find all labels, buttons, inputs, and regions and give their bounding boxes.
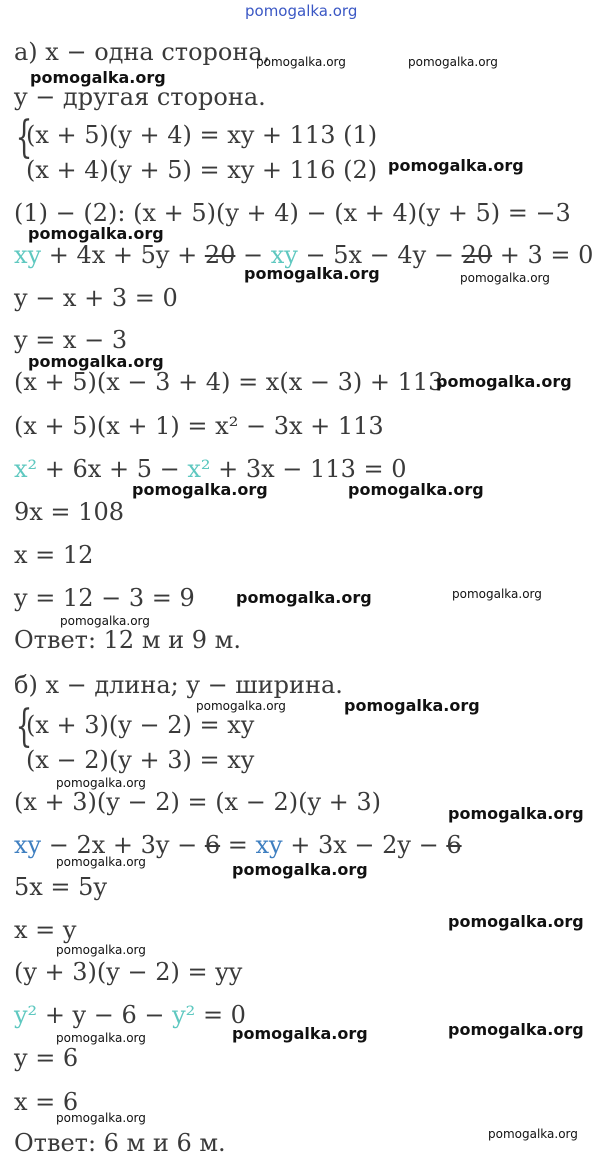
expr-part: − 2x + 3y − xyxy=(41,831,205,859)
cancelled-term: y² xyxy=(172,1001,196,1029)
watermark: pomogalka.org xyxy=(28,352,164,371)
part-a-line-10: 9x = 108 xyxy=(14,498,124,526)
cancelled-term: xy xyxy=(270,241,298,269)
part-a-system-eq2: (x + 4)(y + 5) = xy + 116 (2) xyxy=(26,156,378,184)
cancelled-term: xy xyxy=(14,831,42,859)
part-a-answer: Ответ: 12 м и 9 м. xyxy=(14,626,241,654)
watermark: pomogalka.org xyxy=(56,1031,146,1045)
watermark: pomogalka.org xyxy=(236,588,372,607)
part-a-line-12: y = 12 − 3 = 9 xyxy=(14,584,195,612)
expr-part: + 3x − 2y − xyxy=(282,831,447,859)
cancelled-term: 20 xyxy=(461,241,493,269)
part-b-line-1: б) x − длина; y − ширина. xyxy=(14,671,343,699)
part-a-line-2: y − другая сторона. xyxy=(14,83,266,111)
cancelled-term: xy xyxy=(255,831,283,859)
expr-part: = xyxy=(220,831,256,859)
watermark: pomogalka.org xyxy=(56,776,146,790)
cancelled-term: 20 xyxy=(204,241,236,269)
watermark: pomogalka.org xyxy=(448,912,584,931)
part-a-line-5: y − x + 3 = 0 xyxy=(14,284,178,312)
part-b-system-eq1: (x + 3)(y − 2) = xy xyxy=(26,711,255,739)
part-a-line-6: y = x − 3 xyxy=(14,326,128,354)
watermark: pomogalka.org xyxy=(60,614,150,628)
system-brace-a: { xyxy=(15,112,33,163)
watermark: pomogalka.org xyxy=(408,55,498,69)
expr-part: + 6x + 5 − xyxy=(37,455,188,483)
part-b-system-eq2: (x − 2)(y + 3) = xy xyxy=(26,746,255,774)
cancelled-term: y² xyxy=(14,1001,38,1029)
cancelled-term: 6 xyxy=(204,831,221,859)
part-a-system-eq1: (x + 5)(y + 4) = xy + 113 (1) xyxy=(26,121,378,149)
watermark: pomogalka.org xyxy=(488,1127,578,1141)
watermark: pomogalka.org xyxy=(56,855,146,869)
watermark: pomogalka.org xyxy=(196,699,286,713)
watermark: pomogalka.org xyxy=(30,68,166,87)
watermark: pomogalka.org xyxy=(448,1020,584,1039)
watermark: pomogalka.org xyxy=(448,804,584,823)
part-b-line-9: x = 6 xyxy=(14,1088,79,1116)
watermark: pomogalka.org xyxy=(28,224,164,243)
expr-part: + 4x + 5y + xyxy=(41,241,205,269)
watermark-top: pomogalka.org xyxy=(245,2,358,20)
watermark: pomogalka.org xyxy=(452,587,542,601)
cancelled-term: x² xyxy=(187,455,211,483)
watermark: pomogalka.org xyxy=(344,696,480,715)
expr-part: + 3 = 0 xyxy=(492,241,594,269)
part-a-line-1: а) x − одна сторона, xyxy=(14,38,271,66)
watermark: pomogalka.org xyxy=(436,372,572,391)
watermark: pomogalka.org xyxy=(56,1111,146,1125)
part-b-line-6: (y + 3)(y − 2) = yy xyxy=(14,958,243,986)
part-b-line-2: (x + 3)(y − 2) = (x − 2)(y + 3) xyxy=(14,788,382,816)
part-b-line-8: y = 6 xyxy=(14,1044,79,1072)
cancelled-term: xy xyxy=(14,241,42,269)
expr-part: + 3x − 113 = 0 xyxy=(210,455,407,483)
watermark: pomogalka.org xyxy=(56,943,146,957)
watermark: pomogalka.org xyxy=(460,271,550,285)
watermark: pomogalka.org xyxy=(388,156,524,175)
expr-part: + y − 6 − xyxy=(37,1001,173,1029)
watermark: pomogalka.org xyxy=(348,480,484,499)
expr-part: − 5x − 4y − xyxy=(297,241,462,269)
cancelled-term: 6 xyxy=(446,831,462,859)
watermark: pomogalka.org xyxy=(244,264,380,283)
part-a-line-7: (x + 5)(x − 3 + 4) = x(x − 3) + 113 xyxy=(14,368,444,396)
part-b-line-7 xyxy=(14,1000,246,1030)
expr-part: − xyxy=(235,241,271,269)
watermark: pomogalka.org xyxy=(232,860,368,879)
watermark: pomogalka.org xyxy=(232,1024,368,1043)
part-b-answer: Ответ: 6 м и 6 м. xyxy=(14,1129,226,1157)
watermark: pomogalka.org xyxy=(256,55,346,69)
part-a-line-3: (1) − (2): (x + 5)(y + 4) − (x + 4)(y + 5) = −3 xyxy=(14,199,571,227)
cancelled-term: x² xyxy=(14,455,38,483)
part-b-line-4: 5x = 5y xyxy=(14,873,107,901)
system-brace-b: { xyxy=(15,701,33,752)
part-a-line-11: x = 12 xyxy=(14,541,94,569)
expr-part: = 0 xyxy=(195,1001,246,1029)
part-a-line-8: (x + 5)(x + 1) = x² − 3x + 113 xyxy=(14,412,384,440)
part-b-line-5: x = y xyxy=(14,916,77,944)
watermark: pomogalka.org xyxy=(132,480,268,499)
